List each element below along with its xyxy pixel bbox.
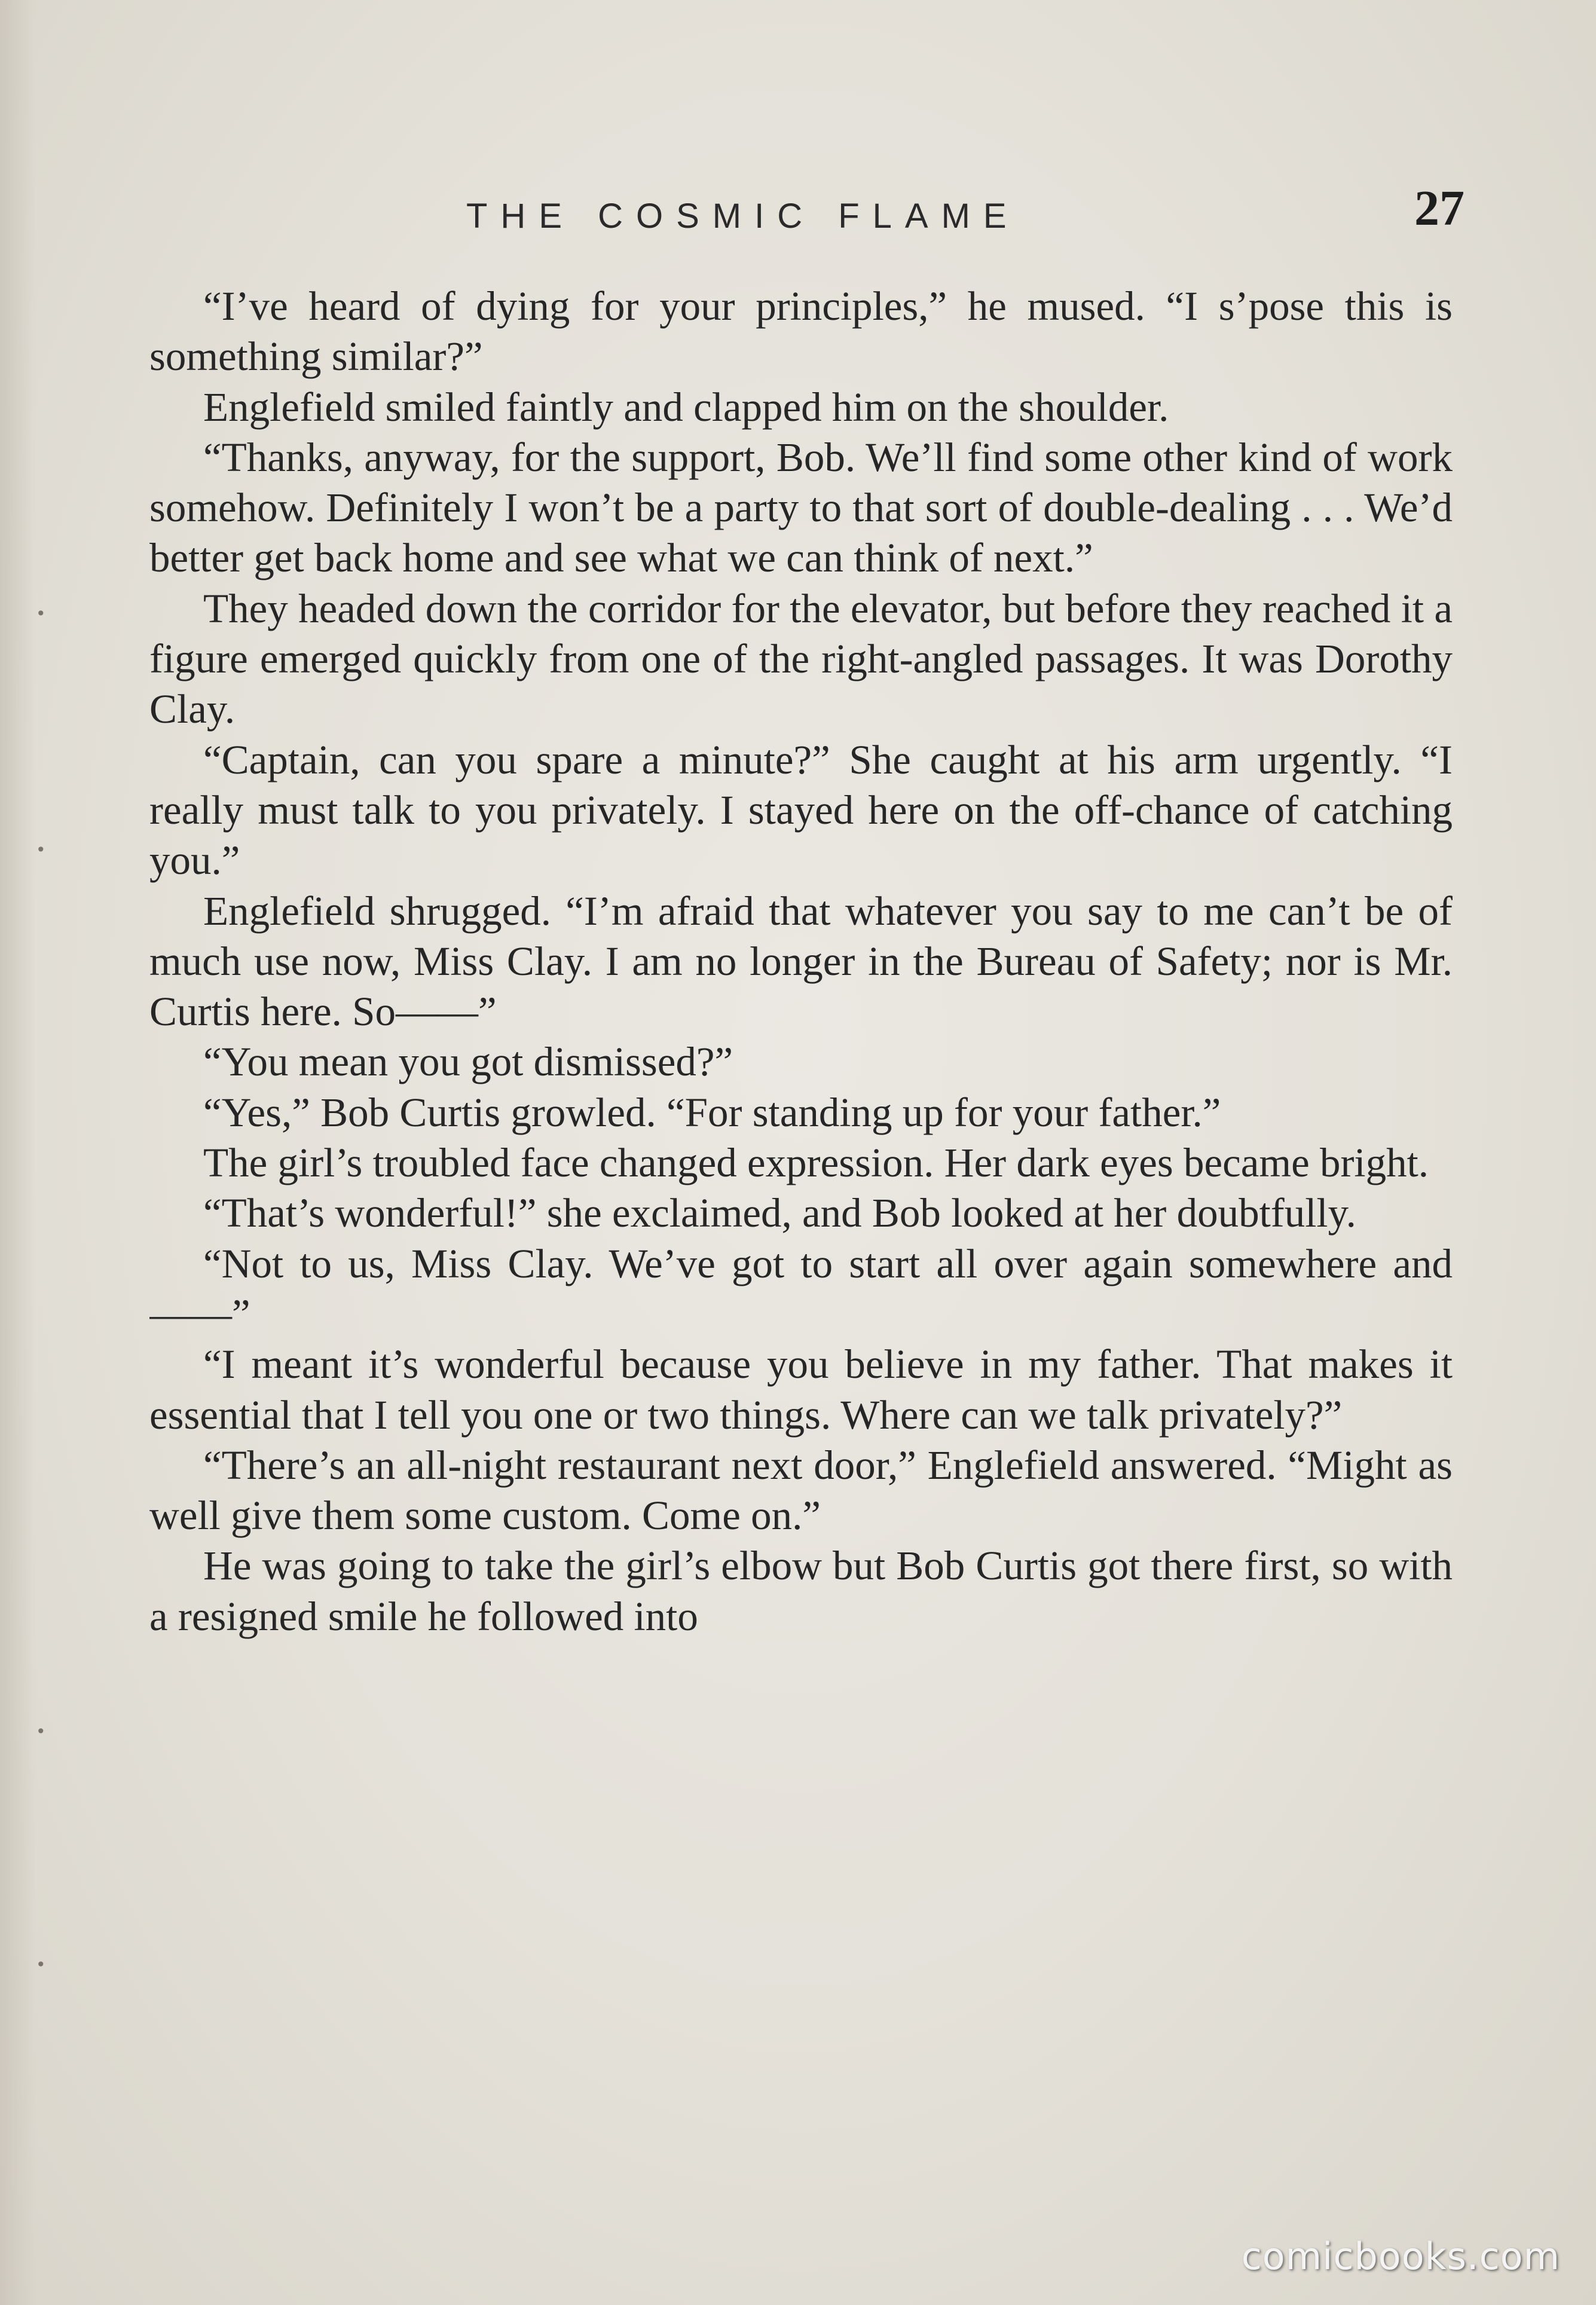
paragraph: “That’s wonderful!” she exclaimed, and Bob looked at her doubtfully.: [203, 1190, 1356, 1236]
page-number: 27: [1414, 181, 1464, 236]
binding-shadow: [0, 0, 36, 2305]
body-text: [149, 281, 1453, 2104]
paragraph: Englefield shrugged. “I’m afraid that whatever you say to me can’t be of much use now, Miss Clay. I am no longer in the Bureau of Safety; nor is Mr. Curtis here. So——”: [149, 888, 1453, 1035]
paragraph: “You mean you got dismissed?”: [203, 1039, 733, 1085]
paragraph: “Captain, can you spare a minute?” She caught at his arm urgently. “I really must talk to you privately. I stayed here on the off-chance of catching you.”: [149, 736, 1453, 884]
paragraph: The girl’s troubled face changed expression. Her dark eyes became bright.: [203, 1140, 1429, 1186]
paragraph: “Thanks, anyway, for the support, Bob. We’ll find some other kind of work somehow. Definitely I won’t be a party to that sort of double-dealing . . . We’d better get back home and see what we can think of next.”: [149, 434, 1453, 581]
paragraph: Englefield smiled faintly and clapped him on the shoulder.: [203, 384, 1169, 430]
paragraph: “There’s an all-night restaurant next door,” Englefield answered. “Might as well give them some custom. Come on.”: [149, 1442, 1453, 1539]
paragraph: They headed down the corridor for the elevator, but before they reached it a figure emerged quickly from one of the right-angled passages. It was Dorothy Clay.: [149, 585, 1453, 732]
paragraph: “I meant it’s wonderful because you believe in my father. That makes it essential that I tell you one or two things. Where can we talk privately?”: [149, 1341, 1453, 1438]
margin-speck: •: [36, 604, 46, 623]
paragraph: “Yes,” Bob Curtis growled. “For standing up for your father.”: [203, 1089, 1221, 1135]
margin-speck: •: [36, 1955, 46, 1974]
margin-speck: •: [36, 840, 46, 860]
paragraph: “I’ve heard of dying for your principles,” he mused. “I s’pose this is something similar?”: [149, 283, 1453, 380]
paragraph: “Not to us, Miss Clay. We’ve got to start all over again somewhere and——”: [149, 1240, 1453, 1337]
margin-speck: •: [36, 1722, 46, 1741]
running-title: THE COSMIC FLAME: [466, 197, 1020, 236]
watermark: comicbooks.com: [1241, 2234, 1560, 2278]
paragraph: He was going to take the girl’s elbow but Bob Curtis got there first, so with a resigned smile he followed into: [149, 1543, 1453, 1639]
page-header: [149, 179, 1464, 251]
